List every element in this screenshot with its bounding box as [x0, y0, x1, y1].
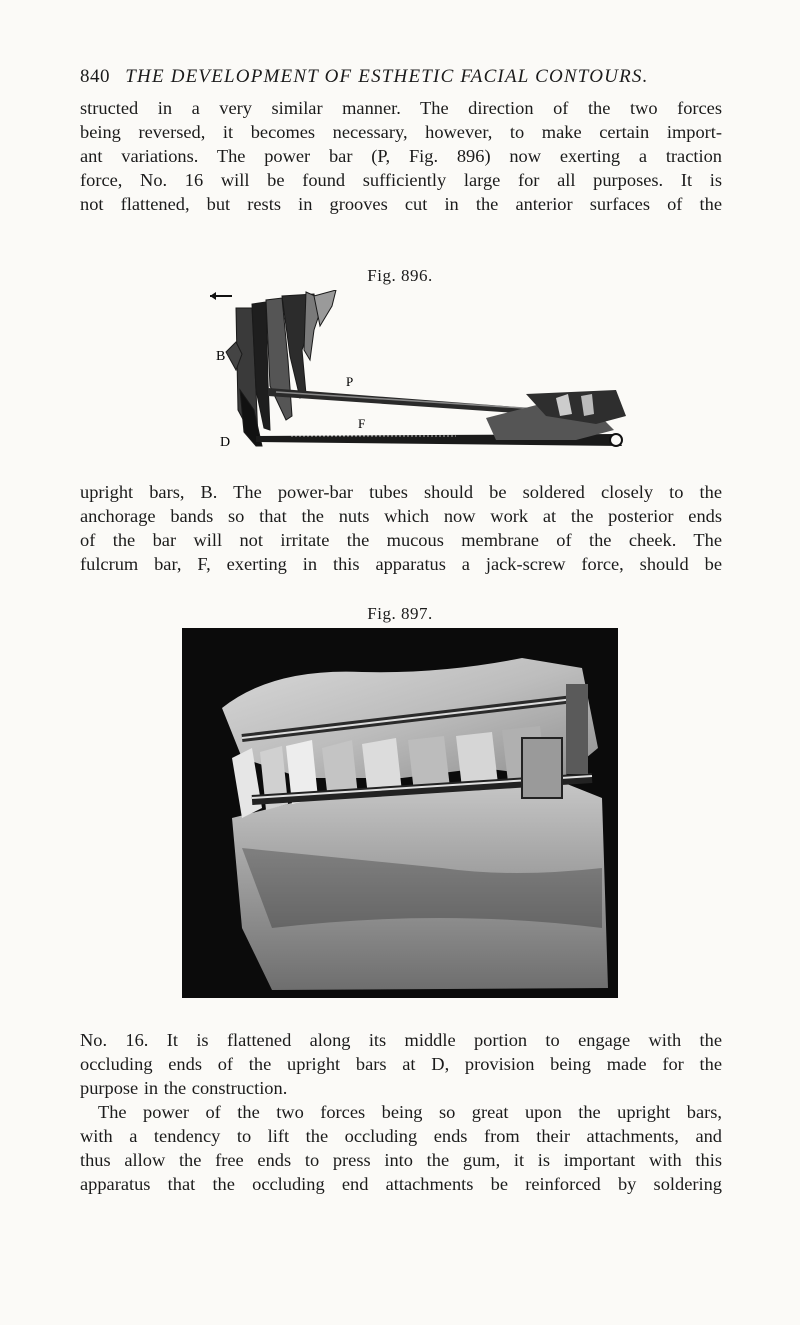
- text-line: being reversed, it becomes necessary, however, to make certain import-: [80, 122, 722, 142]
- text-line: ant variations. The power bar (P, Fig. 896) now exerting a traction: [80, 146, 722, 166]
- text-line: force, No. 16 will be found sufficiently large for all purposes. It is: [80, 170, 722, 190]
- text-line: fulcrum bar, F, exerting in this apparatus a jack-screw force, should be: [80, 554, 722, 574]
- figure-896-caption: Fig. 896.: [367, 266, 433, 285]
- text-line: of the bar will not irritate the mucous membrane of the cheek. The: [80, 530, 722, 550]
- paragraph-1: [80, 96, 722, 216]
- text-line: purpose in the construction.: [80, 1078, 288, 1098]
- text-line: upright bars, B. The power-bar tubes should be soldered closely to the: [80, 482, 722, 502]
- text-line: No. 16. It is flattened along its middle portion to engage with the: [80, 1030, 722, 1050]
- page-number: 840: [80, 66, 110, 87]
- text-line: structed in a very similar manner. The direction of the two forces: [80, 98, 722, 118]
- running-title: THE DEVELOPMENT OF ESTHETIC FACIAL CONTOURS.: [125, 66, 649, 87]
- text-line: not flattened, but rests in grooves cut in the anterior surfaces of the: [80, 194, 722, 214]
- text-line: anchorage bands so that the nuts which now work at the posterior ends: [80, 506, 722, 526]
- label-p: P: [346, 374, 354, 389]
- text-line: apparatus that the occluding end attachments be reinforced by soldering: [80, 1174, 722, 1194]
- label-f: F: [358, 416, 366, 431]
- text-line: The power of the two forces being so great upon the upright bars,: [98, 1102, 722, 1122]
- paragraph-3: [80, 1028, 722, 1100]
- paragraph-2: [80, 480, 722, 576]
- text-line: thus allow the free ends to press into the gum, it is important with this: [80, 1150, 722, 1170]
- rear-upright: [566, 684, 588, 774]
- label-b: B: [216, 349, 226, 364]
- paragraph-4: [80, 1100, 722, 1196]
- figure-897-photograph: [182, 628, 618, 998]
- running-header: [80, 66, 649, 88]
- figure-896-apparatus-drawing: [196, 290, 626, 450]
- anchorage-band: [522, 738, 562, 798]
- figure-897-caption: Fig. 897.: [367, 604, 433, 623]
- text-line: occluding ends of the upright bars at D, provision being made for the: [80, 1054, 722, 1074]
- label-d: D: [220, 435, 231, 450]
- text-line: with a tendency to lift the occluding ends from their attachments, and: [80, 1126, 722, 1146]
